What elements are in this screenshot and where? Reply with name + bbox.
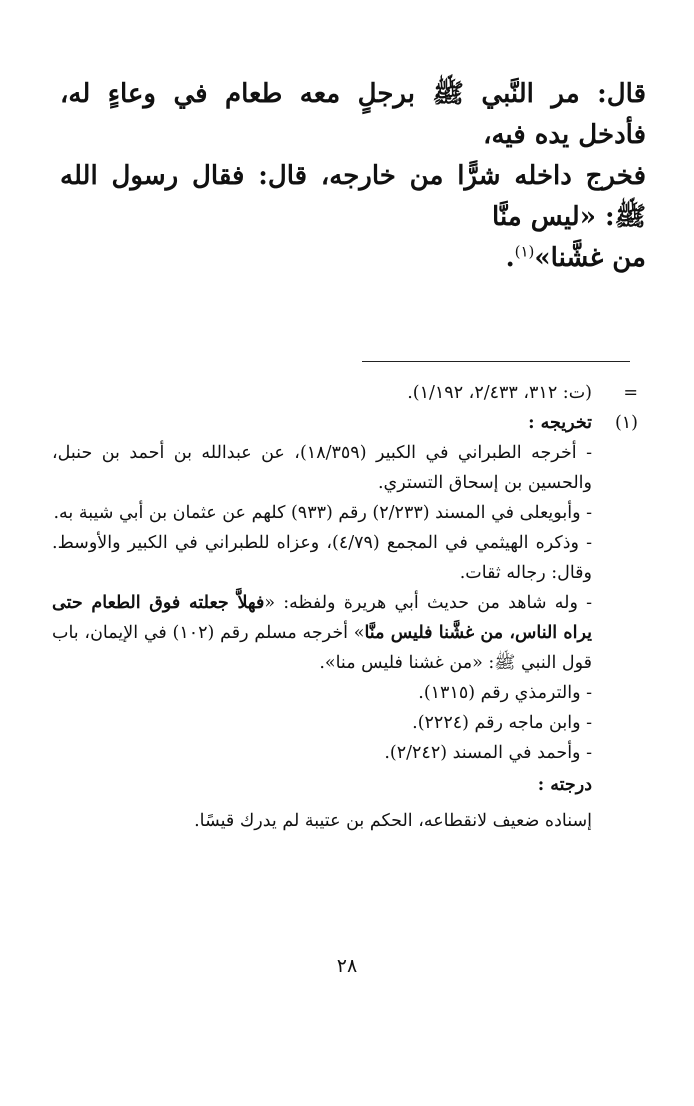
footnote-reference: (١) xyxy=(514,242,535,261)
witness-rest: » أخرجه مسلم رقم (١٠٢) في الإيمان، باب قول النبي ﷺ: «من غشنا فليس منا». xyxy=(52,623,592,673)
continuation-marker: = xyxy=(623,383,638,403)
main-line-3-end: . xyxy=(505,243,515,273)
main-line-2: فخرج داخله شرًّا من خارجه، قال: فقال رسول الله ﷺ: «ليس منَّا xyxy=(60,161,646,232)
witness-quote: فهلاَّ جعلته فوق الطعام حتى يراه الناس، من غشَّنا فليس منَّا xyxy=(52,593,592,643)
footnote-item-6: - وأحمد في المسند (٢/٢٤٢). xyxy=(384,743,592,763)
witness-intro: - وله شاهد من حديث أبي هريرة ولفظه: « xyxy=(264,593,592,613)
footnote-item-4: - والترمذي رقم (١٣١٥). xyxy=(418,683,592,703)
footnote-1-marker: (١) xyxy=(614,413,638,433)
footnote-item-2: - وأبويعلى في المسند (٢/٢٣٣) رقم (٩٣٣) كلهم عن عثمان بن أبي شيبة به. xyxy=(53,503,592,523)
main-line-3 xyxy=(60,238,646,279)
footnotes-block xyxy=(52,378,644,836)
page-number: ٢٨ xyxy=(336,955,358,977)
footnote-item-5: - وابن ماجه رقم (٢٢٢٤). xyxy=(412,713,592,733)
footnote-1-header xyxy=(52,408,644,438)
takhrij-heading: تخريجه : xyxy=(528,413,592,433)
main-line-3-text: من غشَّنا» xyxy=(534,243,646,273)
footnote-item-1: - أخرجه الطبراني في الكبير (١٨/٣٥٩)، عن عبدالله بن أحمد بن حنبل، والحسين بن إسحاق التستري. xyxy=(52,443,592,493)
footnote-continuation xyxy=(52,378,644,408)
footnote-item-3: - وذكره الهيثمي في المجمع (٤/٧٩)، وعزاه للطبراني في الكبير والأوسط. وقال: رجاله ثقات. xyxy=(52,533,592,583)
continuation-text: (ت: ٣١٢، ٢/٤٣٣، ١/١٩٢). xyxy=(407,383,592,403)
grade-heading: درجته : xyxy=(537,775,592,795)
footnote-divider xyxy=(362,361,630,362)
grade-text: إسناده ضعيف لانقطاعه، الحكم بن عتيبة لم يدرك قيسًا. xyxy=(194,811,592,831)
main-text-block xyxy=(60,74,646,279)
footnote-witness xyxy=(52,588,644,678)
main-line-1: قال: مر النَّبي ﷺ برجلٍ معه طعام في وعاءٍ له، فأدخل يده فيه، xyxy=(60,79,646,150)
